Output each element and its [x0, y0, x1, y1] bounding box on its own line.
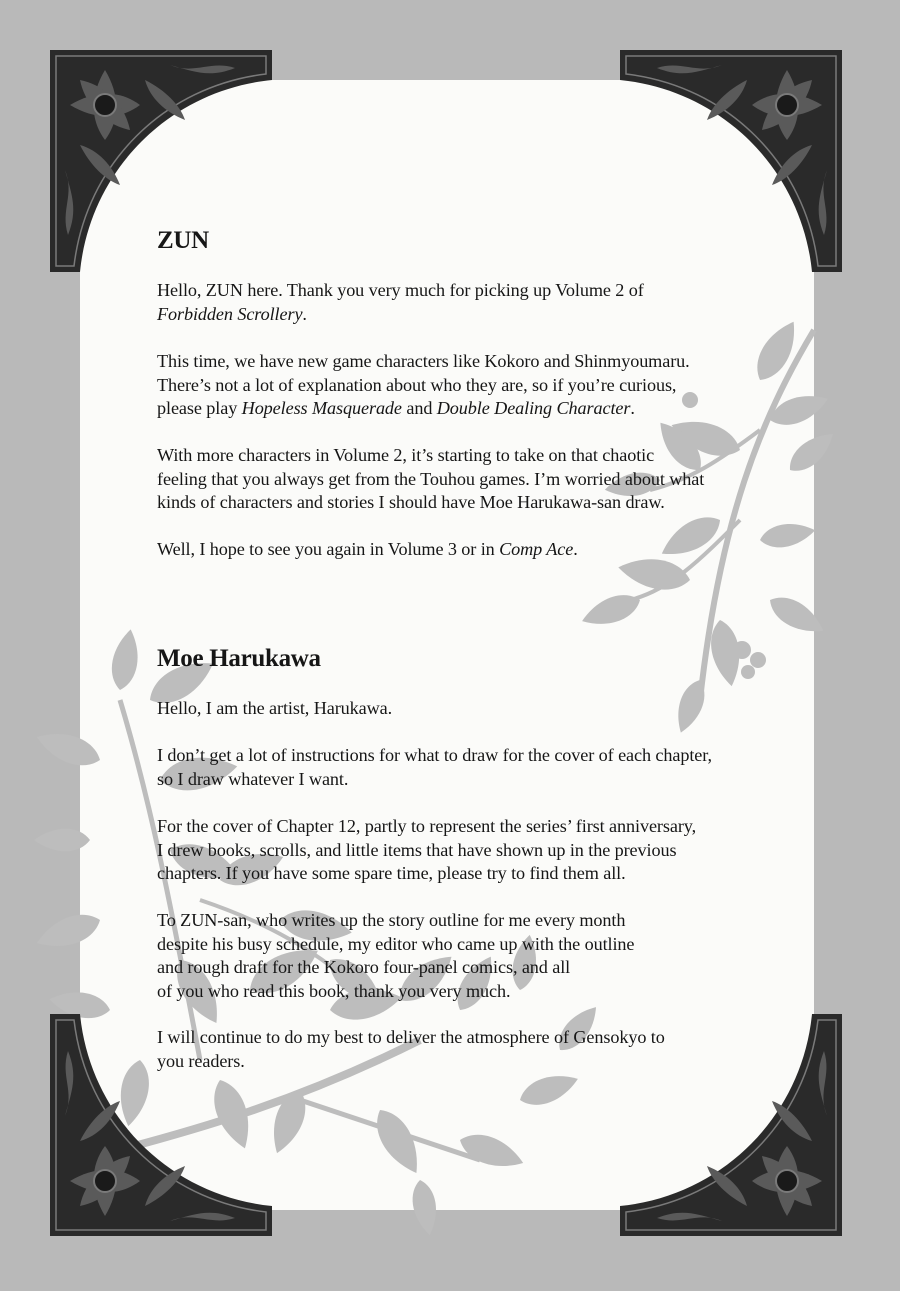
paragraph [157, 815, 696, 886]
text-line [157, 862, 696, 886]
text-line [157, 744, 712, 768]
paragraph [157, 909, 634, 1003]
italic-title: Double Dealing Character [436, 398, 631, 418]
text-run: . [573, 539, 578, 559]
text-line [157, 303, 644, 327]
paragraph [157, 744, 712, 791]
italic-title: Forbidden Scrollery [157, 303, 303, 324]
text-run: kinds of characters and stories I should have Moe Harukawa-san draw. [157, 492, 665, 512]
text-run: . [302, 303, 307, 324]
text-line [157, 397, 690, 421]
text-run: you readers. [157, 1050, 245, 1071]
text-run: Hello, I am the artist, Harukawa. [157, 698, 393, 718]
floral-corner-ornament-icon [620, 50, 842, 272]
text-line [157, 1050, 665, 1074]
text-line [157, 956, 634, 980]
text-line [157, 1026, 665, 1050]
text-line [157, 491, 704, 515]
section-heading-zun: ZUN [157, 227, 209, 254]
text-run: Well, I hope to see you again in Volume 3 or in [157, 539, 500, 559]
text-line [157, 279, 644, 303]
paragraph [157, 350, 690, 421]
text-run: With more characters in Volume 2, it’s starting to take on that chaotic [157, 445, 655, 465]
text-line [157, 374, 690, 398]
text-run: so I draw whatever I want. [157, 768, 349, 789]
text-line [157, 697, 392, 721]
text-line [157, 350, 690, 374]
paragraph [157, 697, 392, 721]
paragraph [157, 444, 704, 515]
text-line [157, 909, 634, 933]
italic-title: Hopeless Masquerade [241, 398, 402, 418]
text-run: To ZUN-san, who writes up the story outline for me every month [157, 910, 626, 930]
text-line [157, 468, 704, 492]
text-run: Hello, ZUN here. Thank you very much for picking up Volume 2 of [157, 280, 644, 300]
text-run: This time, we have new game characters like Kokoro and Shinmyoumaru. [157, 351, 690, 371]
text-run: of you who read this book, thank you very much. [157, 980, 511, 1001]
text-line [157, 933, 634, 957]
text-line [157, 839, 696, 863]
text-run: and [401, 398, 437, 418]
text-line [157, 768, 712, 792]
text-line [157, 444, 704, 468]
text-run: I drew books, scrolls, and little items that have shown up in the previous [157, 839, 677, 860]
text-run: I don’t get a lot of instructions for what to draw for the cover of each chapter, [157, 745, 712, 765]
text-line [157, 980, 634, 1004]
section-heading-moe-harukawa: Moe Harukawa [157, 645, 321, 672]
text-run: . [630, 398, 635, 418]
text-run: despite his busy schedule, my editor who came up with the outline [157, 933, 635, 954]
paragraph [157, 279, 644, 326]
text-run: feeling that you always get from the Touhou games. I’m worried about what [157, 468, 705, 489]
text-line [157, 815, 696, 839]
text-run: chapters. If you have some spare time, please try to find them all. [157, 863, 626, 883]
paragraph [157, 1026, 665, 1073]
text-run: I will continue to do my best to deliver the atmosphere of Gensokyo to [157, 1027, 665, 1047]
text-line [157, 538, 578, 562]
text-run: For the cover of Chapter 12, partly to represent the series’ first anniversary, [157, 816, 697, 836]
text-run: please play [157, 398, 242, 418]
text-run: There’s not a lot of explanation about who they are, so if you’re curious, [157, 374, 677, 395]
italic-title: Comp Ace [499, 539, 574, 559]
paragraph [157, 538, 578, 562]
text-run: and rough draft for the Kokoro four-panel comics, and all [157, 957, 571, 977]
